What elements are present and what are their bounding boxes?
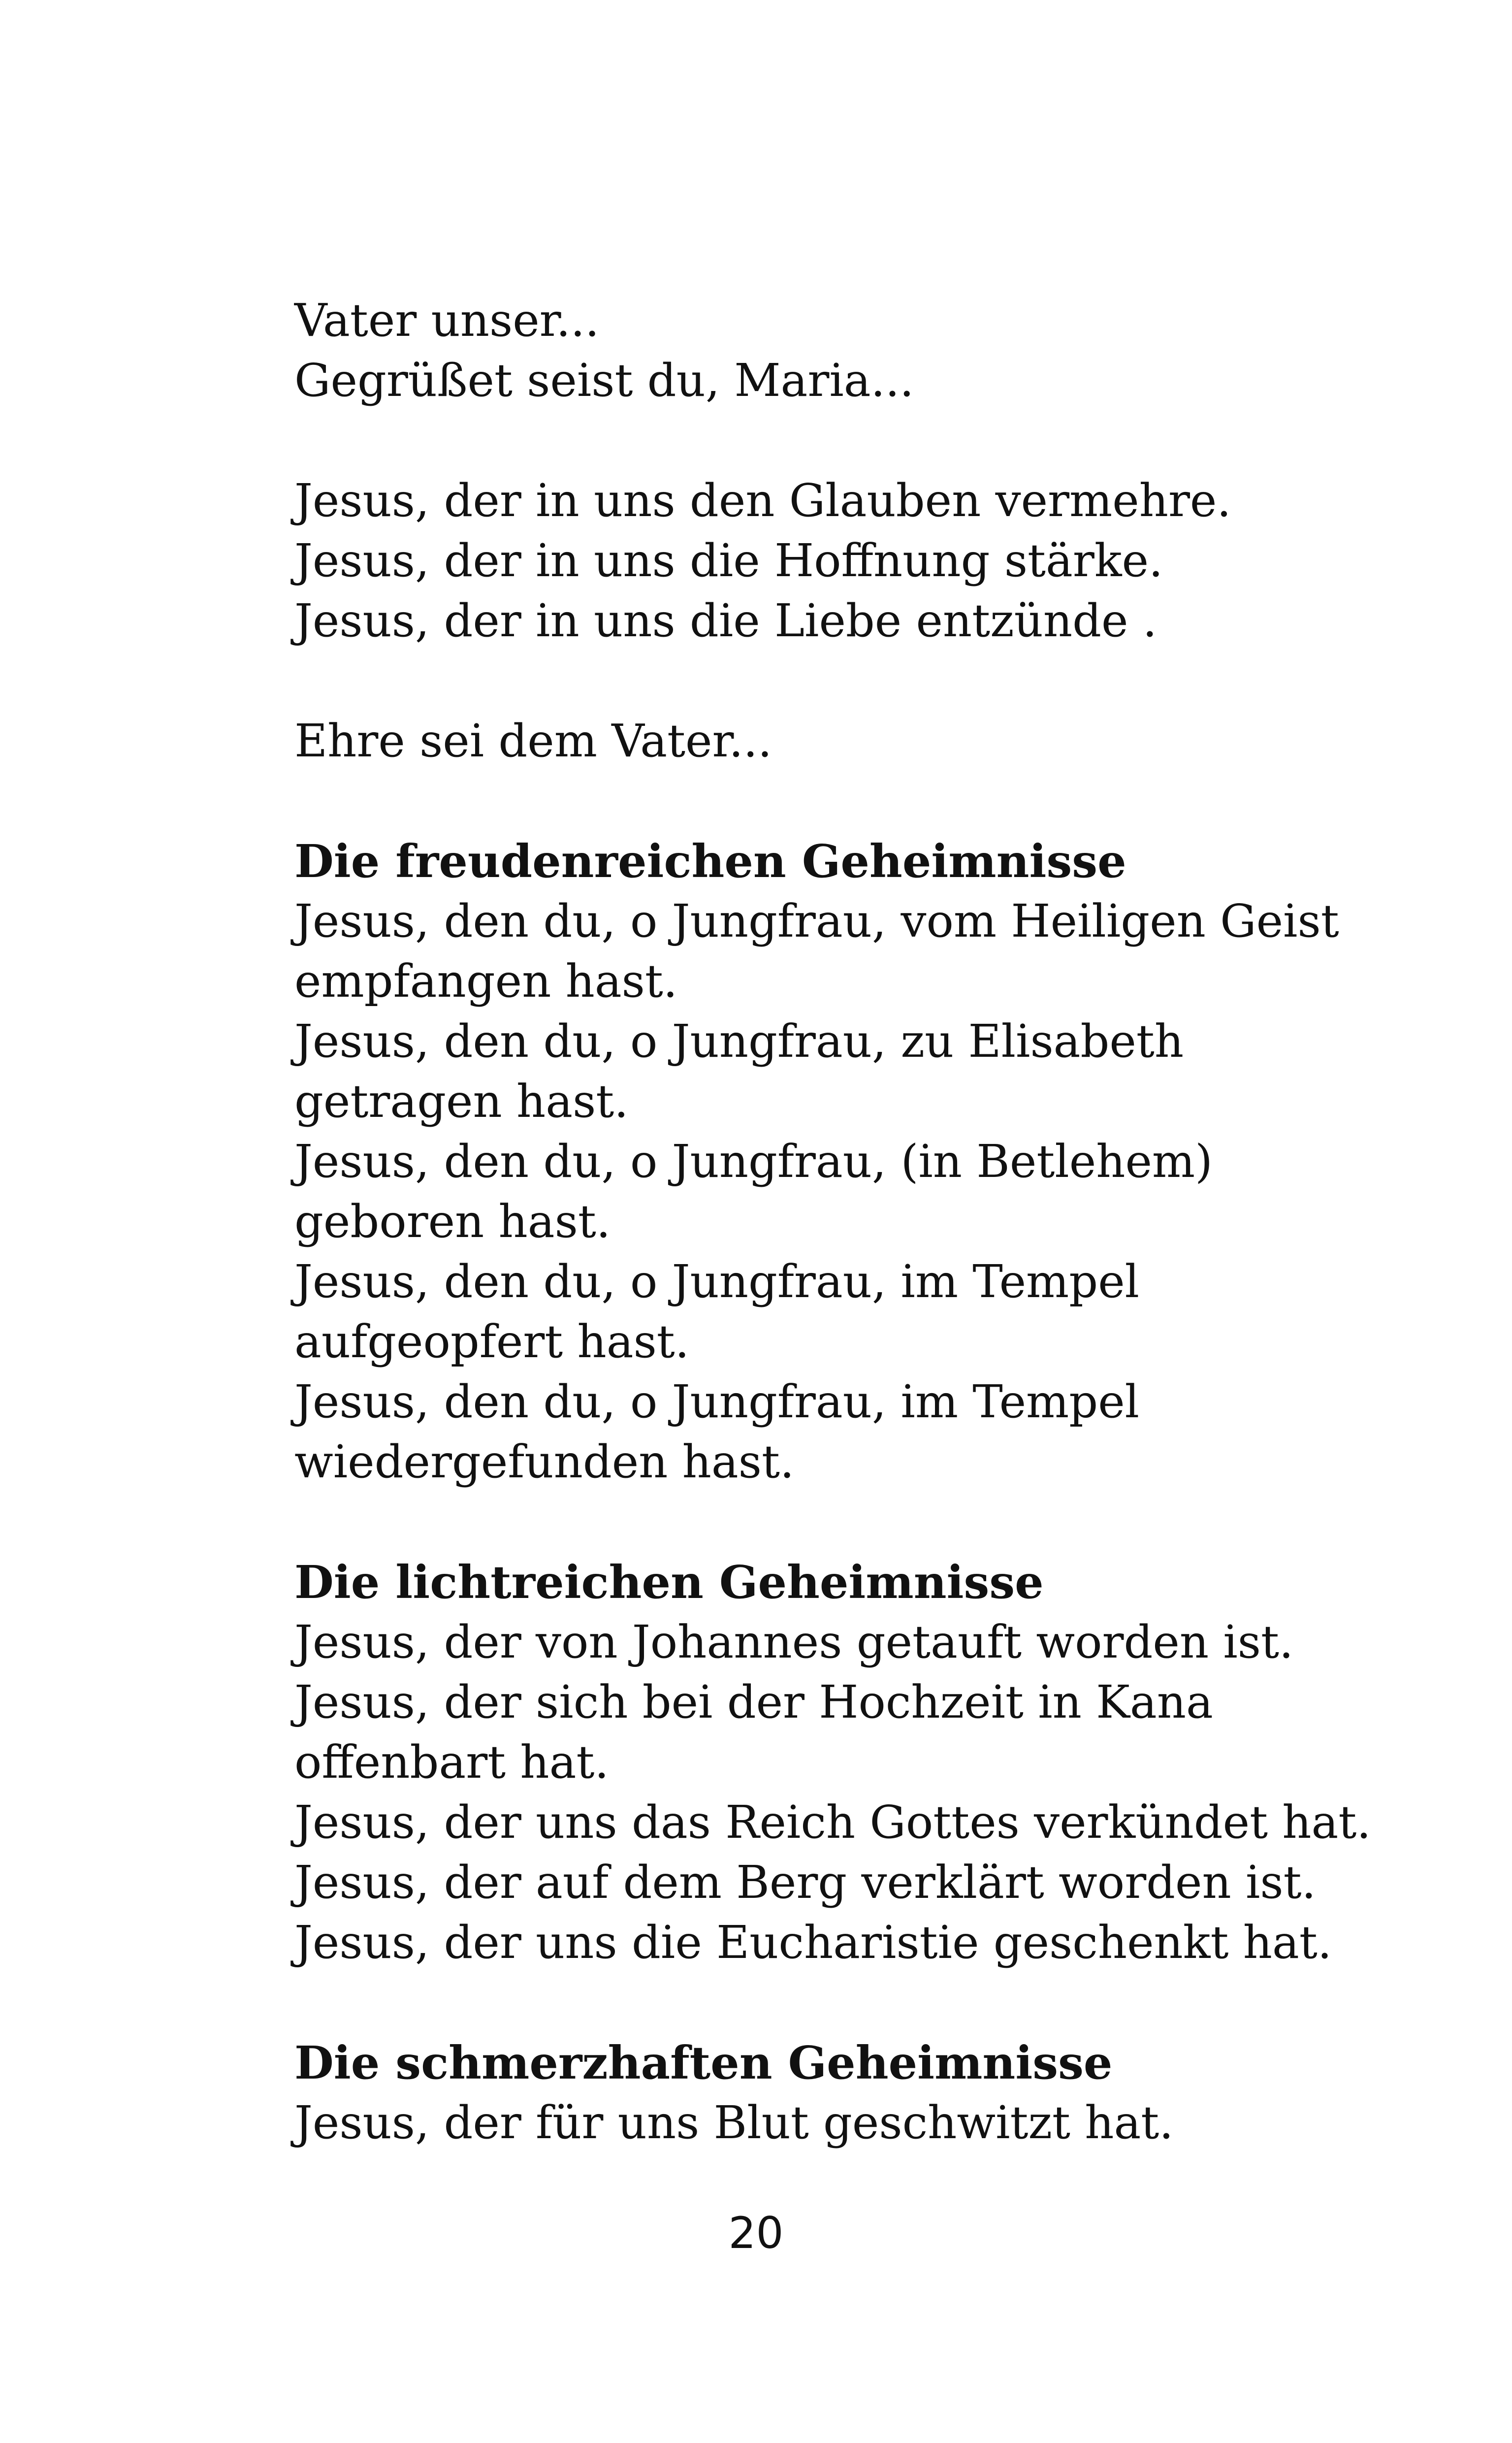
paragraph-gap (294, 651, 1427, 711)
paragraph-gap (294, 771, 1427, 831)
paragraph-gap (294, 411, 1427, 471)
paragraph-gap (294, 1492, 1427, 1552)
mystery-line: Jesus, den du, o Jungfrau, vom Heiligen Geist (294, 895, 1339, 947)
mystery-line: Jesus, der uns das Reich Gottes verkündet hat. (294, 1796, 1371, 1849)
paragraph-gap (294, 1973, 1427, 2033)
mystery-line: geboren hast. (294, 1195, 611, 1248)
prayer-line-gloria: Ehre sei dem Vater... (294, 715, 772, 767)
section-heading-luminous: Die lichtreichen Geheimnisse (294, 1556, 1044, 1609)
mystery-line: Jesus, den du, o Jungfrau, im Tempel (294, 1255, 1140, 1308)
mystery-line: Jesus, der uns die Eucharistie geschenkt hat. (294, 1916, 1332, 1969)
mystery-line: offenbart hat. (294, 1736, 609, 1789)
mystery-line: Jesus, der für uns Blut geschwitzt hat. (294, 2096, 1174, 2149)
mystery-line: Jesus, den du, o Jungfrau, (in Betlehem) (294, 1135, 1213, 1188)
mystery-line: Jesus, den du, o Jungfrau, zu Elisabeth (294, 1015, 1184, 1068)
petition-faith: Jesus, der in uns den Glauben vermehre. (294, 474, 1231, 527)
prayer-line-ave-maria: Gegrüßet seist du, Maria... (294, 354, 914, 407)
mystery-line: aufgeopfert hast. (294, 1315, 689, 1368)
petition-love: Jesus, der in uns die Liebe entzünde . (294, 594, 1157, 647)
mystery-line: Jesus, der sich bei der Hochzeit in Kana (294, 1676, 1213, 1728)
section-heading-joyful: Die freudenreichen Geheimnisse (294, 835, 1126, 888)
page-number: 20 (728, 2208, 784, 2258)
petition-hope: Jesus, der in uns die Hoffnung stärke. (294, 534, 1163, 587)
mystery-line: Jesus, der von Johannes getauft worden ist. (294, 1616, 1294, 1668)
section-heading-sorrowful: Die schmerzhaften Geheimnisse (294, 2036, 1113, 2089)
mystery-line: empfangen hast. (294, 955, 678, 1008)
mystery-line: Jesus, der auf dem Berg verklärt worden ist. (294, 1856, 1316, 1909)
prayer-line-vater-unser: Vater unser... (294, 294, 600, 347)
mystery-line: Jesus, den du, o Jungfrau, im Tempel (294, 1375, 1140, 1428)
mystery-line: wiedergefunden hast. (294, 1435, 795, 1488)
mystery-line: getragen hast. (294, 1075, 629, 1128)
prayer-text (294, 291, 1427, 2153)
